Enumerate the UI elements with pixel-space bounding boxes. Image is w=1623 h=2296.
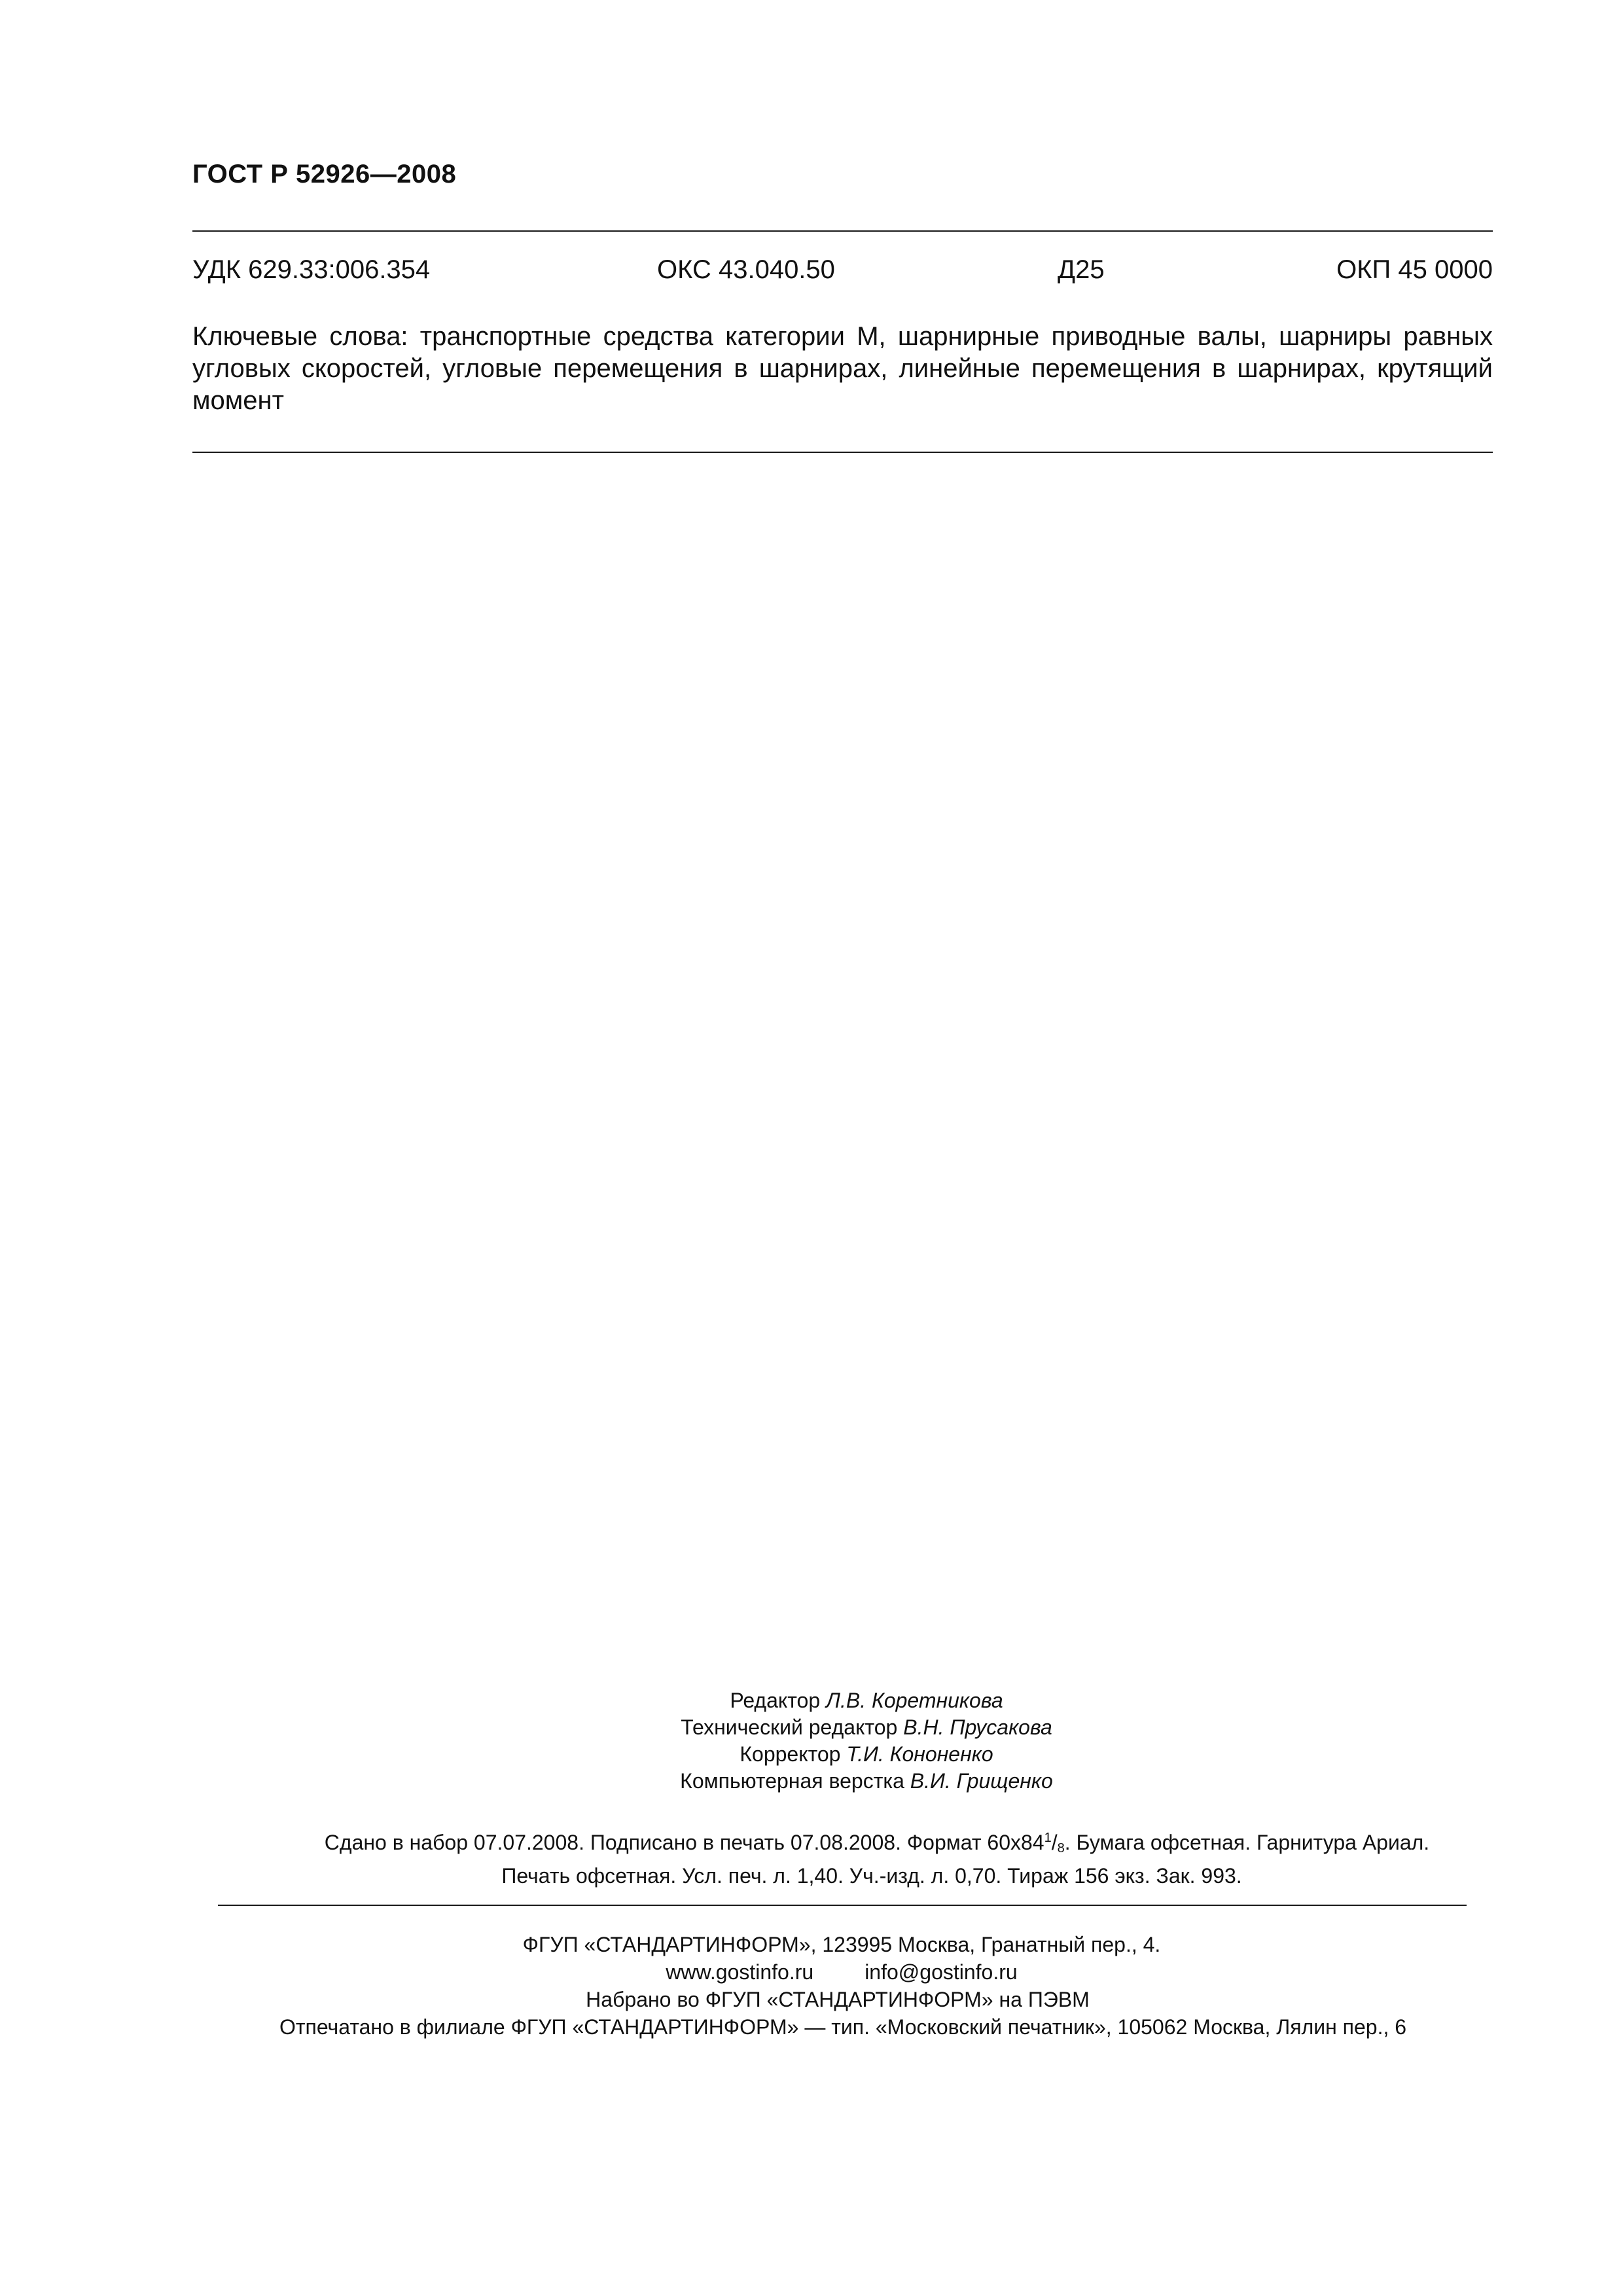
udk-code: УДК 629.33:006.354 <box>192 255 431 284</box>
publisher-block <box>0 1931 1623 2041</box>
group-code: Д25 <box>1058 255 1105 284</box>
credit-name: Т.И. Кононенко <box>846 1742 993 1766</box>
credit-name: В.И. Грищенко <box>910 1769 1053 1793</box>
credit-role: Технический редактор <box>681 1715 898 1739</box>
print-info-line-1: Сдано в набор 07.07.2008. Подписано в печать 07.08.2008. Формат $60х84^1/_8$. Бумага офсетная. Гарнитура Ариал. <box>324 1831 1430 1856</box>
credit-name: В.Н. Прусакова <box>903 1715 1052 1739</box>
publisher-email: info@gostinfo.ru <box>865 1960 1018 1984</box>
oks-code: ОКС 43.040.50 <box>657 255 835 284</box>
credits-block <box>0 1687 1623 1795</box>
credit-role: Корректор <box>740 1742 841 1766</box>
classification-row <box>192 255 1493 292</box>
top-divider <box>192 230 1493 232</box>
credit-line <box>0 1687 1623 1714</box>
keywords-divider <box>192 452 1493 453</box>
printed-note: Отпечатано в филиале ФГУП «СТАНДАРТИНФОРМ» — тип. «Московский печатник», 105062 Москва, Лялин пер., 6 <box>279 2015 1407 2039</box>
credit-name: Л.В. Коретникова <box>826 1689 1003 1712</box>
print-info-end: . Бумага офсетная. Гарнитура Ариал. <box>1064 1831 1430 1854</box>
credit-role: Редактор <box>730 1689 821 1712</box>
keywords-paragraph: Ключевые слова: транспортные средства категории М, шарнирные приводные валы, шарниры равных угловых скоростей, угловые перемещения в шарнирах, линейные перемещения в шарнирах, крутящий момент <box>192 322 1493 415</box>
print-info-line-2: Печать офсетная. Усл. печ. л. 1,40. Уч.-изд. л. 0,70. Тираж 156 экз. Зак. 993. <box>501 1864 1242 1888</box>
publisher-contacts <box>30 1958 1623 1986</box>
print-info-start: Сдано в набор 07.07.2008. Подписано в печать 07.08.2008. Формат 60х84 <box>324 1831 1044 1854</box>
credit-line <box>0 1741 1623 1768</box>
format-superscript: 1 <box>1044 1831 1052 1845</box>
publisher-address: ФГУП «СТАНДАРТИНФОРМ», 123995 Москва, Гранатный пер., 4. <box>522 1933 1161 1956</box>
publisher-website: www.gostinfo.ru <box>666 1960 814 1984</box>
okp-code: ОКП 45 0000 <box>1336 255 1493 284</box>
publisher-divider <box>218 1905 1467 1906</box>
print-info-block <box>0 1824 1623 1890</box>
credit-line <box>0 1768 1623 1795</box>
document-code: ГОСТ Р 52926—2008 <box>192 160 457 188</box>
format-subscript: 8 <box>1057 1841 1065 1856</box>
credit-line <box>0 1714 1623 1741</box>
typeset-note: Набрано во ФГУП «СТАНДАРТИНФОРМ» на ПЭВМ <box>586 1988 1090 2011</box>
credit-role: Компьютерная верстка <box>680 1769 904 1793</box>
